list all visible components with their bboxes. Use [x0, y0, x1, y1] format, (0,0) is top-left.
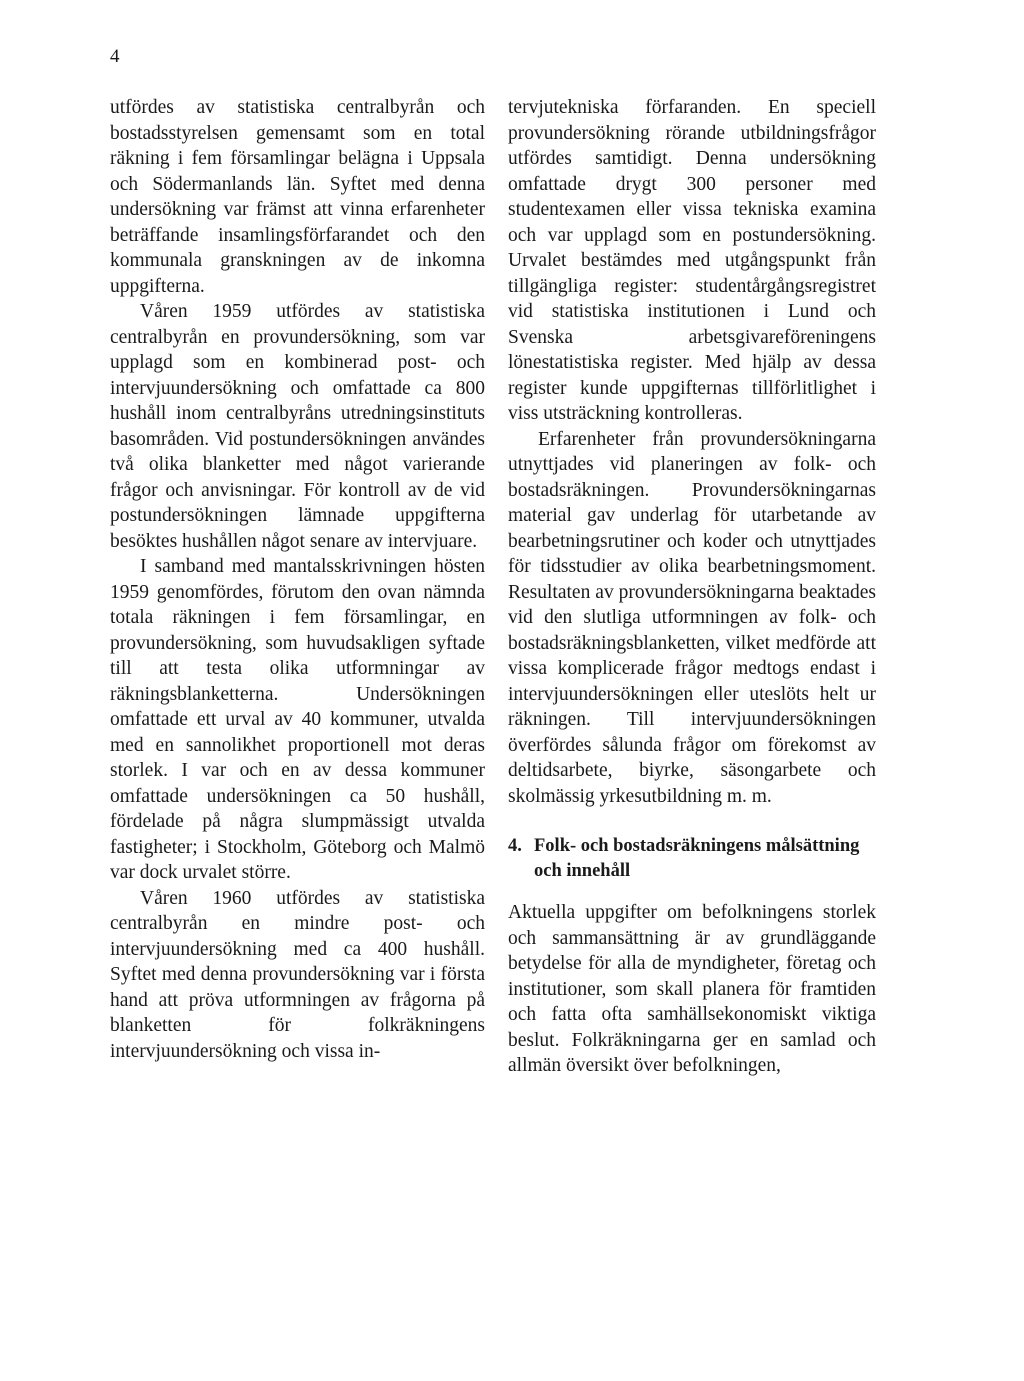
paragraph: Aktuella uppgifter om befolkningens storlek och sammansättning är av grundläggande betydelse för alla de myndigheter, företag och institutioner, som skall planera för framtiden och fatta ofta samhällsekonomiskt viktiga beslut. Folkräkningarna ger en samlad och allmän översikt över befolkningen, [508, 902, 876, 1076]
paragraph: I samband med mantalsskrivningen hösten 1959 genomfördes, förutom den ovan nämnda totala räkningen i fem församlingar, en provundersökning, som huvudsakligen syftade till att testa olika utformningar av räkningsblanketterna. Undersökningen omfattade ett urval av 40 kommuner, utvalda med en sannolikhet proportionell mot deras storlek. I var och en av dessa kommuner omfattade undersökningen ca 50 hushåll, fördelade på några slumpmässigt utvalda fastigheter; i Stockholm, Göteborg och Malmö var dock urvalet större. [110, 556, 485, 883]
section-number: 4. [508, 836, 522, 856]
section-title: Folk- och bostadsräkningens målsättning och innehåll [534, 836, 860, 881]
right-column [508, 95, 876, 1079]
paragraph: Erfarenheter från provundersökningarna utnyttjades vid planeringen av folk- och bostadsräkningen. Provundersökningarnas material gav underlag för utarbetande av bearbetningsrutiner och koder och utnyttjades för tidsstudier av olika bearbetningsmoment. Resultaten av provundersökningarna beaktades vid den slutliga utformningen av folk- och bostadsräkningsblanketten, vilket medförde att vissa komplicerade frågor medtogs endast i intervjuundersökningen eller uteslöts helt ur räkningen. Till intervjuundersökningen överfördes sålunda frågor om förekomst av deltidsarbete, biyrke, säsongarbete och skolmässig yrkesutbildning m. m. [508, 428, 876, 807]
paragraph: Våren 1959 utfördes av statistiska centralbyrån en provundersökning, som var upplagd som en kombinerad post- och intervjuundersökning och omfattade ca 800 hushåll inom centralbyråns utredningsinstituts basområden. Vid postundersökningen användes två olika blanketter med något varierande frågor och anvisningar. För kontroll av de vid postundersökningen lämnade uppgifterna besöktes hushållen något senare av intervjuare. [110, 301, 485, 552]
paragraph: Våren 1960 utfördes av statistiska centralbyrån en mindre post- och intervjuundersökning med ca 400 hushåll. Syftet med denna provundersökning var i första hand att pröva utformningen av frågorna på blanketten för folkräkningens intervjuundersökning och vissa in- [110, 887, 485, 1062]
paragraph: utfördes av statistiska centralbyrån och bostadsstyrelsen gemensamt som en total räkning i fem församlingar belägna i Uppsala och Södermanlands län. Syftet med denna undersökning var främst att vinna erfarenheter beträffande insamlingsförfarandet och den kommunala granskningen av de inkomna uppgifterna. [110, 97, 485, 297]
page-number: 4 [110, 46, 120, 67]
section-heading [508, 834, 876, 884]
left-column [110, 95, 485, 1064]
paragraph: tervjutekniska förfaranden. En speciell provundersökning rörande utbildningsfrågor utfördes samtidigt. Denna undersökning omfattade drygt 300 personer med studentexamen eller vissa tekniska examina och var upplagd som en postundersökning. Urvalet bestämdes med utgångspunkt från tillgängliga register: studentårgångsregistret vid statistiska institutionen i Lund och Svenska arbetsgivareföreningens lönestatistiska register. Med hjälp av dessa register kunde uppgifternas tillförlitlighet i viss utsträckning kontrolleras. [508, 97, 876, 424]
